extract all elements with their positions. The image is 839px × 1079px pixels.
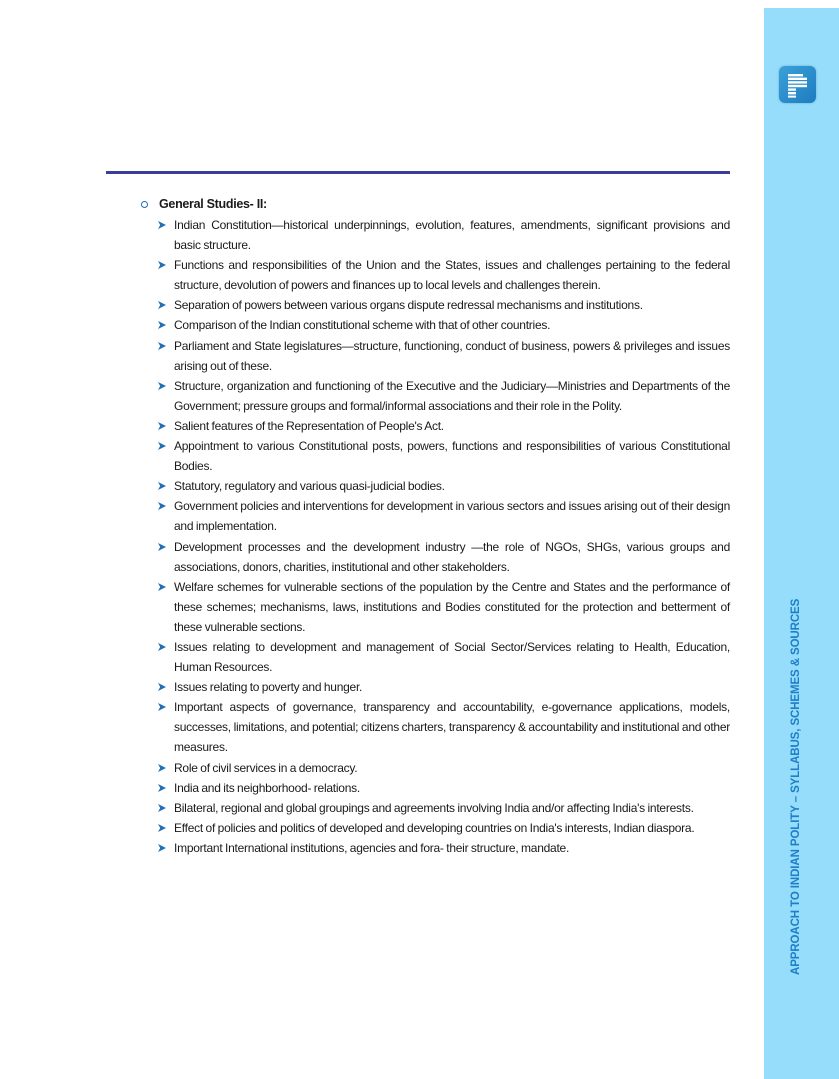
syllabus-item	[174, 798, 730, 818]
syllabus-item	[174, 677, 730, 697]
arrow-bullet-icon	[157, 577, 169, 597]
syllabus-item-text: India and its neighborhood- relations.	[174, 780, 360, 795]
arrow-bullet-icon	[157, 637, 169, 657]
arrow-bullet-icon	[157, 315, 169, 335]
syllabus-item	[174, 376, 730, 416]
arrow-bullet-icon	[157, 215, 169, 235]
arrow-bullet-icon	[157, 436, 169, 456]
syllabus-list	[140, 215, 730, 858]
syllabus-item	[174, 295, 730, 315]
arrow-bullet-icon	[157, 496, 169, 516]
syllabus-item-text: Important aspects of governance, transparency and accountability, e-governance applications, models, successes, limitations, and potential; citizens charters, transparency & accountability and institutional and other measures.	[174, 700, 730, 755]
arrow-bullet-icon	[157, 838, 169, 858]
logo-p-icon	[779, 66, 816, 103]
sidebar-title: APPROACH TO INDIAN POLITY – SYLLABUS, SCHEMES & SOURCES	[790, 598, 802, 975]
arrow-bullet-icon	[157, 798, 169, 818]
arrow-bullet-icon	[157, 697, 169, 717]
syllabus-item	[174, 697, 730, 757]
syllabus-item	[174, 315, 730, 335]
general-studies-section	[140, 195, 730, 858]
syllabus-item	[174, 818, 730, 838]
arrow-bullet-icon	[157, 376, 169, 396]
arrow-bullet-icon	[157, 758, 169, 778]
header-rule	[106, 171, 730, 174]
syllabus-item	[174, 758, 730, 778]
arrow-bullet-icon	[157, 677, 169, 697]
syllabus-item-text: Separation of powers between various organs dispute redressal mechanisms and institutions.	[174, 298, 643, 313]
syllabus-item-text: Bilateral, regional and global groupings and agreements involving India and/or affecting India's interests.	[174, 800, 694, 815]
arrow-bullet-icon	[157, 537, 169, 557]
arrow-bullet-icon	[157, 295, 169, 315]
arrow-bullet-icon	[157, 778, 169, 798]
logo	[779, 66, 816, 103]
syllabus-item-text: Government policies and interventions for development in various sectors and issues arising out of their design and implementation.	[174, 499, 730, 534]
syllabus-item-text: Effect of policies and politics of developed and developing countries on India's interests, Indian diaspora.	[174, 820, 695, 835]
syllabus-item-text: Indian Constitution—historical underpinnings, evolution, features, amendments, significant provisions and basic structure.	[174, 218, 730, 253]
syllabus-item-text: Issues relating to development and management of Social Sector/Services relating to Health, Education, Human Resources.	[174, 639, 730, 675]
syllabus-item	[174, 778, 730, 798]
circle-bullet-icon	[141, 201, 148, 208]
syllabus-item	[174, 537, 730, 577]
section-heading-row	[140, 195, 730, 213]
syllabus-item-text: Functions and responsibilities of the Union and the States, issues and challenges pertaining to the federal structure, devolution of powers and finances up to local levels and challenges therein.	[174, 258, 730, 293]
syllabus-item	[174, 336, 730, 376]
syllabus-item-text: Important International institutions, agencies and fora- their structure, mandate.	[174, 840, 570, 855]
syllabus-item-text: Salient features of the Representation of People's Act.	[174, 418, 444, 433]
syllabus-item-text: Statutory, regulatory and various quasi-judicial bodies.	[174, 479, 445, 494]
syllabus-item-text: Welfare schemes for vulnerable sections of the population by the Centre and States and the performance of these schemes; mechanisms, laws, institutions and Bodies constituted for the protection and betterment of these vulnerable sections.	[174, 579, 730, 634]
syllabus-item-text: Development processes and the development industry —the role of NGOs, SHGs, various groups and associations, donors, charities, institutional and other stakeholders.	[174, 539, 730, 574]
syllabus-item-text: Parliament and State legislatures—structure, functioning, conduct of business, powers & privileges and issues arising out of these.	[174, 338, 730, 373]
syllabus-item	[174, 255, 730, 295]
syllabus-item-text: Structure, organization and functioning of the Executive and the Judiciary—Ministries and Departments of the Government; pressure groups and formal/informal associations and their role in the Polity.	[174, 378, 730, 413]
arrow-bullet-icon	[157, 336, 169, 356]
syllabus-item-text: Appointment to various Constitutional posts, powers, functions and responsibilities of various Constitutional Bodies.	[174, 439, 730, 474]
syllabus-item	[174, 476, 730, 496]
arrow-bullet-icon	[157, 476, 169, 496]
syllabus-item	[174, 838, 730, 858]
section-heading: General Studies- II:	[159, 197, 267, 211]
syllabus-item-text: Role of civil services in a democracy.	[174, 760, 358, 775]
syllabus-item	[174, 215, 730, 255]
syllabus-item	[174, 416, 730, 436]
syllabus-item	[174, 577, 730, 637]
syllabus-item-text: Issues relating to poverty and hunger.	[174, 680, 363, 695]
syllabus-item	[174, 637, 730, 677]
syllabus-item	[174, 436, 730, 476]
syllabus-item-text: Comparison of the Indian constitutional scheme with that of other countries.	[174, 318, 551, 333]
arrow-bullet-icon	[157, 818, 169, 838]
syllabus-item	[174, 496, 730, 536]
arrow-bullet-icon	[157, 416, 169, 436]
arrow-bullet-icon	[157, 255, 169, 275]
